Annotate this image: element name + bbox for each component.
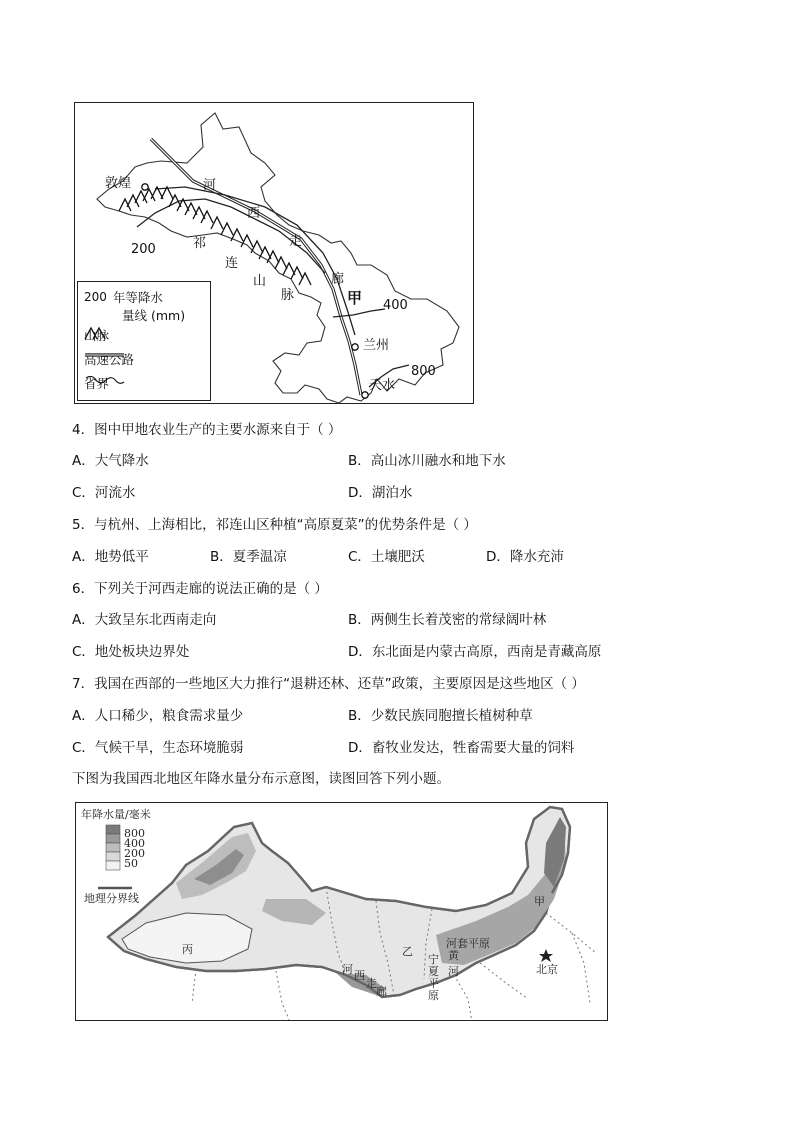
yi-label: 乙 — [402, 945, 413, 958]
ningxia-char-3: 平 — [428, 977, 439, 990]
legend2-value-200: 200 — [124, 847, 145, 860]
question-5-option-d[interactable]: D．降水充沛 — [486, 549, 564, 565]
ningxia-char-1: 宁 — [428, 953, 439, 966]
hexi-char-2: 西 — [354, 969, 365, 982]
hetao-label: 河套平原 — [446, 937, 490, 950]
corridor-char-3: 走 — [289, 234, 303, 249]
dunhuang-label: 敦煌 — [105, 176, 132, 191]
question-6-option-d[interactable]: D．东北面是内蒙古高原，西南是青藏高原 — [348, 644, 602, 660]
legend-border-label: 省界 — [84, 376, 110, 391]
bing-label: 丙 — [182, 943, 193, 956]
legend-border — [84, 374, 109, 392]
isohyet-200-label: 200 — [131, 242, 156, 257]
question-4-option-b[interactable]: B．高山冰川融水和地下水 — [348, 453, 506, 469]
question-7-option-c[interactable]: C．气候干旱，生态环境脆弱 — [72, 740, 244, 756]
lanzhou-dot — [352, 344, 358, 350]
hexi-char-4: 廊 — [376, 985, 387, 998]
mountain-char-2: 连 — [225, 256, 239, 271]
huanghe-char-2: 河 — [448, 965, 459, 978]
question-5-option-a[interactable]: A．地势低平 — [72, 549, 149, 565]
question-6-option-c[interactable]: C．地处板块边界处 — [72, 644, 190, 660]
question-4-option-c[interactable]: C．河流水 — [72, 485, 136, 501]
question-5-option-b[interactable]: B．夏季温凉 — [210, 549, 287, 565]
beijing-label: 北京 — [536, 963, 558, 976]
map1-legend — [77, 281, 211, 401]
map2-intro: 下图为我国西北地区年降水量分布示意图，读图回答下列小题。 — [72, 771, 450, 787]
mountain-icon — [84, 326, 110, 340]
legend-highway — [84, 350, 134, 368]
northwest-map-drawing — [76, 803, 608, 1021]
hexi-char-3: 走 — [366, 977, 377, 990]
legend-highway-label: 高速公路 — [84, 352, 135, 367]
mountain-char-1: 祁 — [193, 236, 207, 251]
legend-isohyet-label-2: 量线 (mm) — [122, 308, 186, 323]
legend2-boundary-label: 地理分界线 — [84, 892, 139, 905]
ningxia-char-4: 原 — [428, 989, 439, 1002]
isohyet-400-label: 400 — [383, 298, 408, 313]
question-6-option-a[interactable]: A．大致呈东北西南走向 — [72, 612, 217, 628]
question-5-option-c[interactable]: C．土壤肥沃 — [348, 549, 425, 565]
tianshui-dot — [362, 392, 368, 398]
legend-mountain-label: 山脉 — [84, 328, 110, 343]
mountain-char-4: 脉 — [281, 288, 295, 303]
question-5-stem: 5．与杭州、上海相比，祁连山区种植“高原夏菜”的优势条件是（ ） — [72, 517, 477, 533]
hexi-char-1: 河 — [342, 963, 353, 976]
question-4-option-a[interactable]: A．大气降水 — [72, 453, 149, 469]
legend-mountain — [84, 326, 109, 344]
ningxia-char-2: 夏 — [428, 965, 439, 978]
tianshui-label: 天水 — [369, 378, 396, 393]
question-7-option-d[interactable]: D．畜牧业发达，牲畜需要大量的饲料 — [348, 740, 575, 756]
question-6-option-b[interactable]: B．两侧生长着茂密的常绿阔叶林 — [348, 612, 547, 628]
legend2-value-400: 400 — [124, 837, 145, 850]
lanzhou-label: 兰州 — [363, 338, 390, 353]
northwest-precipitation-map — [75, 802, 608, 1021]
mountain-char-3: 山 — [253, 274, 267, 289]
legend-isohyet-sample: 200 — [84, 290, 107, 304]
question-7-option-b[interactable]: B．少数民族同胞擅长植树种草 — [348, 708, 533, 724]
legend2-value-800: 800 — [124, 827, 145, 840]
corridor-char-4: 廊 — [331, 272, 345, 287]
corridor-char-2: 西 — [247, 206, 261, 221]
legend-isohyet-label-1: 年等降水 — [112, 290, 163, 305]
question-6-stem: 6．下列关于河西走廊的说法正确的是（ ） — [72, 581, 328, 597]
isohyet-800-label: 800 — [411, 364, 436, 379]
question-4-stem: 4．图中甲地农业生产的主要水源来自于（ ） — [72, 422, 342, 438]
gansu-map — [74, 102, 474, 404]
jia-label-2: 甲 — [534, 895, 545, 908]
jia-label: 甲 — [347, 289, 363, 307]
legend2-title: 年降水量/毫米 — [81, 808, 151, 821]
legend2-value-50: 50 — [124, 857, 138, 870]
legend-isohyet — [84, 288, 163, 306]
corridor-char-1: 河 — [203, 178, 217, 193]
question-4-option-d[interactable]: D．湖泊水 — [348, 485, 413, 501]
question-7-option-a[interactable]: A．人口稀少，粮食需求量少 — [72, 708, 244, 724]
border-icon — [84, 374, 126, 386]
dunhuang-dot — [142, 184, 148, 190]
question-7-stem: 7．我国在西部的一些地区大力推行“退耕还林、还草”政策，主要原因是这些地区（ ） — [72, 676, 585, 692]
northwest-region — [108, 807, 570, 997]
huanghe-char-1: 黄 — [448, 949, 459, 962]
highway-icon — [84, 350, 126, 360]
